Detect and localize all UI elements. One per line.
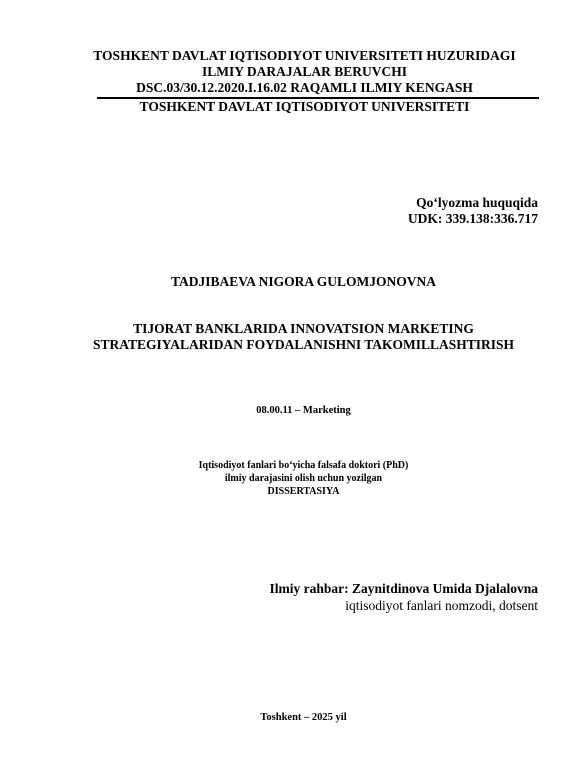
degree-line-1: Iqtisodiyot fanlari bo‘yicha falsafa doktori (PhD): [198, 460, 409, 471]
supervisor-name: Ilmiy rahbar: Zaynitdinova Umida Djalalovna: [269, 581, 538, 596]
header-line-3: DSC.03/30.12.2020.I.16.02 RAQAMLI ILMIY KENGASH: [136, 80, 473, 95]
dissertation-title: [20, 321, 567, 353]
header-line-1: TOSHKENT DAVLAT IQTISODIYOT UNIVERSITETI HUZURIDAGI: [93, 48, 516, 63]
specialty-code: 08.00.11 – Marketing: [256, 405, 351, 416]
title-line-2: STRATEGIYALARIDAN FOYDALANISHNI TAKOMILLASHTIRISH: [92, 337, 515, 352]
header-block: [40, 48, 567, 96]
degree-line-2: ilmiy darajasini olish uchun yozilgan: [224, 473, 383, 484]
supervisor-title: iqtisodiyot fanlari nomzodi, dotsent: [345, 598, 538, 613]
udk-code: UDK: 339.138:336.717: [407, 211, 538, 226]
header-line-2: ILMIY DARAJALAR BERUVCHI: [201, 64, 407, 79]
city-year: Toshkent – 2025 yil: [260, 712, 347, 723]
manuscript-rights: Qo‘lyozma huquqida: [416, 195, 538, 210]
degree-block: [20, 459, 567, 498]
degree-line-3: DISSERTASIYA: [267, 486, 340, 497]
title-line-1: TIJORAT BANKLARIDA INNOVATSION MARKETING: [133, 321, 474, 336]
author-name: TADJIBAEVA NIGORA GULOMJONOVNA: [170, 274, 437, 289]
university-name: TOSHKENT DAVLAT IQTISODIYOT UNIVERSITETI: [139, 99, 470, 114]
